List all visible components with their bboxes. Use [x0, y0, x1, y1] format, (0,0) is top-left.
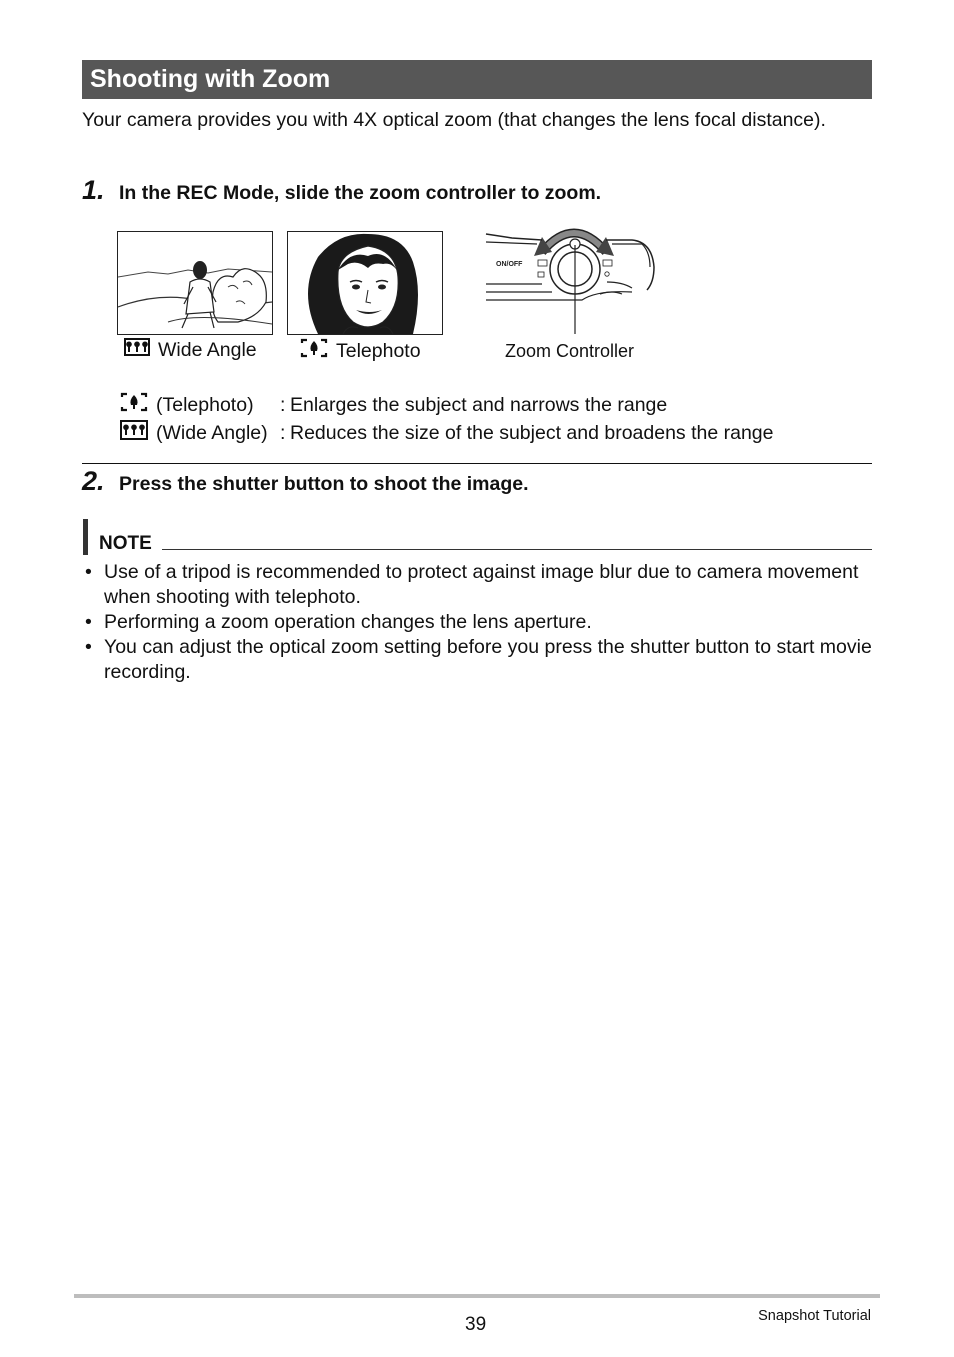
step-1-number: 1.: [82, 175, 105, 205]
footer-rule: [74, 1294, 880, 1298]
definition-telephoto: [120, 392, 667, 418]
note-item-text: Use of a tripod is recommended to protect against image blur due to camera movement when shooting with telephoto.: [104, 561, 859, 608]
bullet: •: [85, 611, 92, 633]
note-rule: [162, 549, 872, 550]
note-list: [82, 560, 872, 685]
wide-angle-caption-text: Wide Angle: [158, 339, 257, 361]
note-item: [82, 635, 872, 685]
telephoto-caption-text: Telephoto: [336, 340, 421, 362]
page-number: 39: [465, 1314, 487, 1335]
note-marker-bar: [83, 519, 88, 555]
note-item-text: Performing a zoom operation changes the lens aperture.: [104, 611, 592, 633]
wide-angle-photo: [117, 231, 273, 335]
note-item: [82, 610, 872, 635]
definition-term: (Wide Angle): [156, 422, 268, 444]
power-label: ON/OFF: [496, 261, 523, 268]
bullet: •: [85, 636, 92, 658]
footer-section-name: Snapshot Tutorial: [758, 1308, 871, 1324]
definition-desc: Reduces the size of the subject and broadens the range: [290, 422, 774, 444]
bullet: •: [85, 561, 92, 583]
camera-zoom-controller-illustration: [482, 212, 662, 337]
step-2-number: 2.: [82, 466, 105, 496]
definition-wide-angle: [120, 420, 774, 446]
step-divider: [82, 463, 872, 464]
zoom-controller-caption: Zoom Controller: [505, 341, 635, 361]
definition-term: (Telephoto): [156, 394, 254, 416]
definition-colon: :: [280, 394, 286, 416]
section-header-bar: [82, 60, 872, 99]
section-title: Shooting with Zoom: [90, 65, 331, 93]
note-item-text: You can adjust the optical zoom setting before you press the shutter button to start movie recording.: [104, 636, 872, 683]
telephoto-icon: [120, 392, 148, 418]
wide-mini-icon: [538, 260, 547, 266]
telephoto-caption: [300, 338, 421, 364]
wide-angle-icon: [124, 338, 150, 362]
step-1-text: In the REC Mode, slide the zoom controller to zoom.: [119, 182, 602, 204]
note-item: [82, 560, 872, 610]
note-title: NOTE: [99, 533, 152, 554]
magnifier-mini-icon: [605, 272, 609, 276]
tele-mini-icon: [603, 260, 612, 266]
telephoto-photo: [287, 231, 443, 335]
telephoto-illustration: [288, 232, 442, 334]
intro-paragraph: Your camera provides you with 4X optical zoom (that changes the lens focal distance).: [82, 109, 826, 131]
wide-angle-illustration: [118, 232, 272, 334]
definition-colon: :: [280, 422, 286, 444]
step-2-text: Press the shutter button to shoot the image.: [119, 473, 529, 495]
wide-angle-icon: [120, 420, 148, 446]
definition-desc: Enlarges the subject and narrows the range: [290, 394, 668, 416]
telephoto-icon: [300, 338, 328, 364]
wide-angle-caption: [124, 338, 257, 362]
